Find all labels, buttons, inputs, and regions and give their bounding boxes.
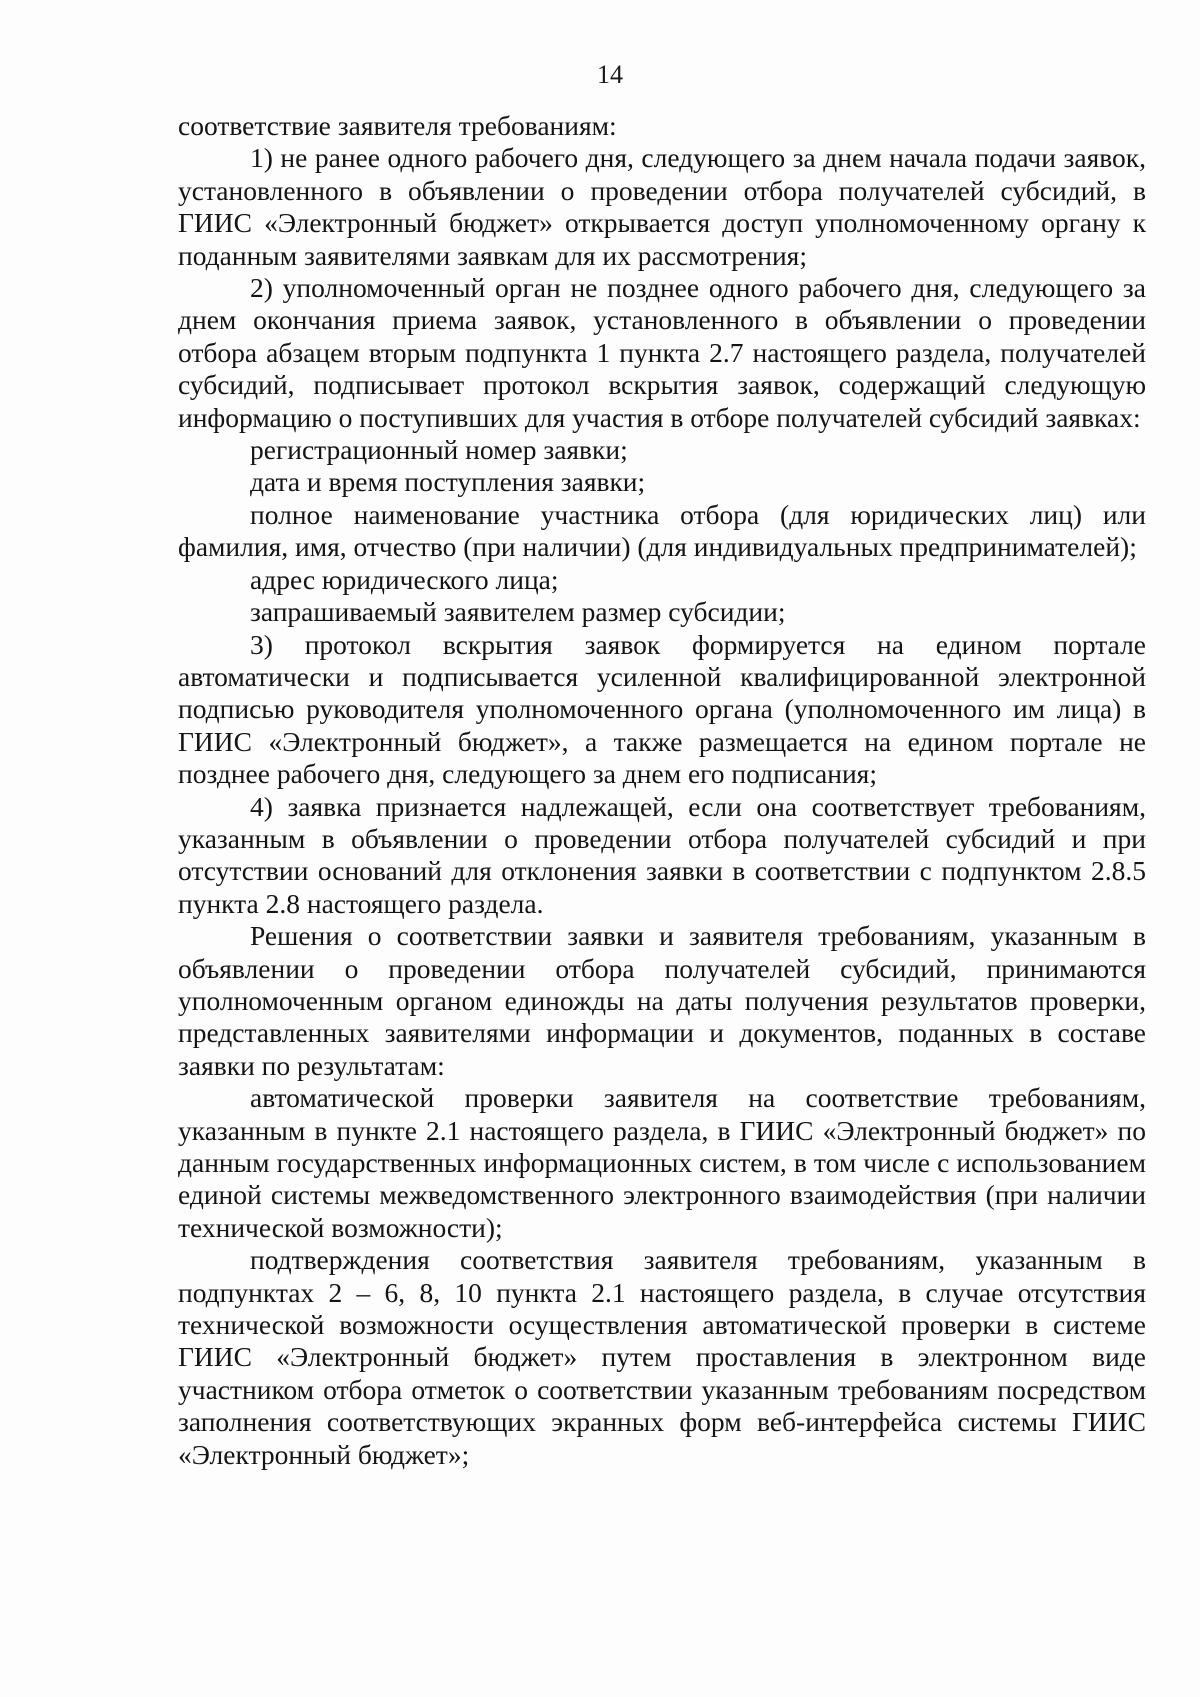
list-item-registration-number: регистрационный номер заявки; (250, 434, 628, 466)
list-item-full-name: полное наименование участника отбора (для юридических лиц) или фамилия, имя, отчество (при наличии) (для индивидуальных предпринимателей); (178, 498, 1146, 563)
page-number: 14 (597, 60, 623, 89)
paragraph-item-2: 2) уполномоченный орган не позднее одного рабочего дня, следующего за днем окончания приема заявок, установленного в объявлении о проведении отбора абзацем вторым подпункта 1 пункта 2.7 настоящего раздела, получателей субсидий, подписывает протокол вскрытия заявок, содержащий следующую информацию о поступивших для участия в отборе получателей субсидий заявках: (178, 272, 1146, 433)
paragraph-item-1: 1) не ранее одного рабочего дня, следующего за днем начала подачи заявок, установленного в объявлении о проведении отбора получателей субсидий, в ГИИС «Электронный бюджет» открывается доступ уполномоченному органу к поданным заявителями заявкам для их рассмотрения; (178, 142, 1146, 271)
list-item-subsidy-amount: запрашиваемый заявителем размер субсидии; (250, 596, 786, 628)
paragraph-item-3: 3) протокол вскрытия заявок формируется на едином портале автоматически и подписывается усиленной квалифицированной электронной подписью руководителя уполномоченного органа (уполномоченного им лица) в ГИИС «Электронный бюджет», а также размещается на едином портале не позднее рабочего дня, следующего за днем его подписания; (178, 628, 1146, 790)
paragraph-confirmation: подтверждения соответствия заявителя требованиям, указанным в подпунктах 2 – 6, 8, 10 пункта 2.1 настоящего раздела, в случае отсутствия технической возможности осуществления автоматической проверки в системе ГИИС «Электронный бюджет» путем проставления в электронном виде участником отбора отметок о соответствии указанным требованиям посредством заполнения соответствующих экранных форм веб-интерфейса системы ГИИС «Электронный бюджет»; (178, 1244, 1146, 1470)
paragraph-intro: соответствие заявителя требованиям: (178, 110, 617, 141)
paragraph-item-4: 4) заявка признается надлежащей, если она соответствует требованиям, указанным в объявлении о проведении отбора получателей субсидий и при отсутствии оснований для отклонения заявки в соответствии с подпунктом 2.8.5 пункта 2.8 настоящего раздела. (178, 790, 1146, 919)
document-body (178, 110, 1146, 1471)
list-item-legal-address: адрес юридического лица; (250, 563, 559, 595)
paragraph-automatic-check: автоматической проверки заявителя на соответствие требованиям, указанным в пункте 2.1 настоящего раздела, в ГИИС «Электронный бюджет» по данным государственных информационных систем, в том числе с использованием единой системы межведомственного электронного взаимодействия (при наличии технической возможности); (178, 1082, 1146, 1243)
paragraph-decisions: Решения о соответствии заявки и заявителя требованиям, указанным в объявлении о проведении отбора получателей субсидий, принимаются уполномоченным органом единожды на даты получения результатов проверки, представленных заявителями информации и документов, поданных в составе заявки по результатам: (178, 920, 1146, 1081)
list-item-date-time: дата и время поступления заявки; (250, 466, 646, 498)
